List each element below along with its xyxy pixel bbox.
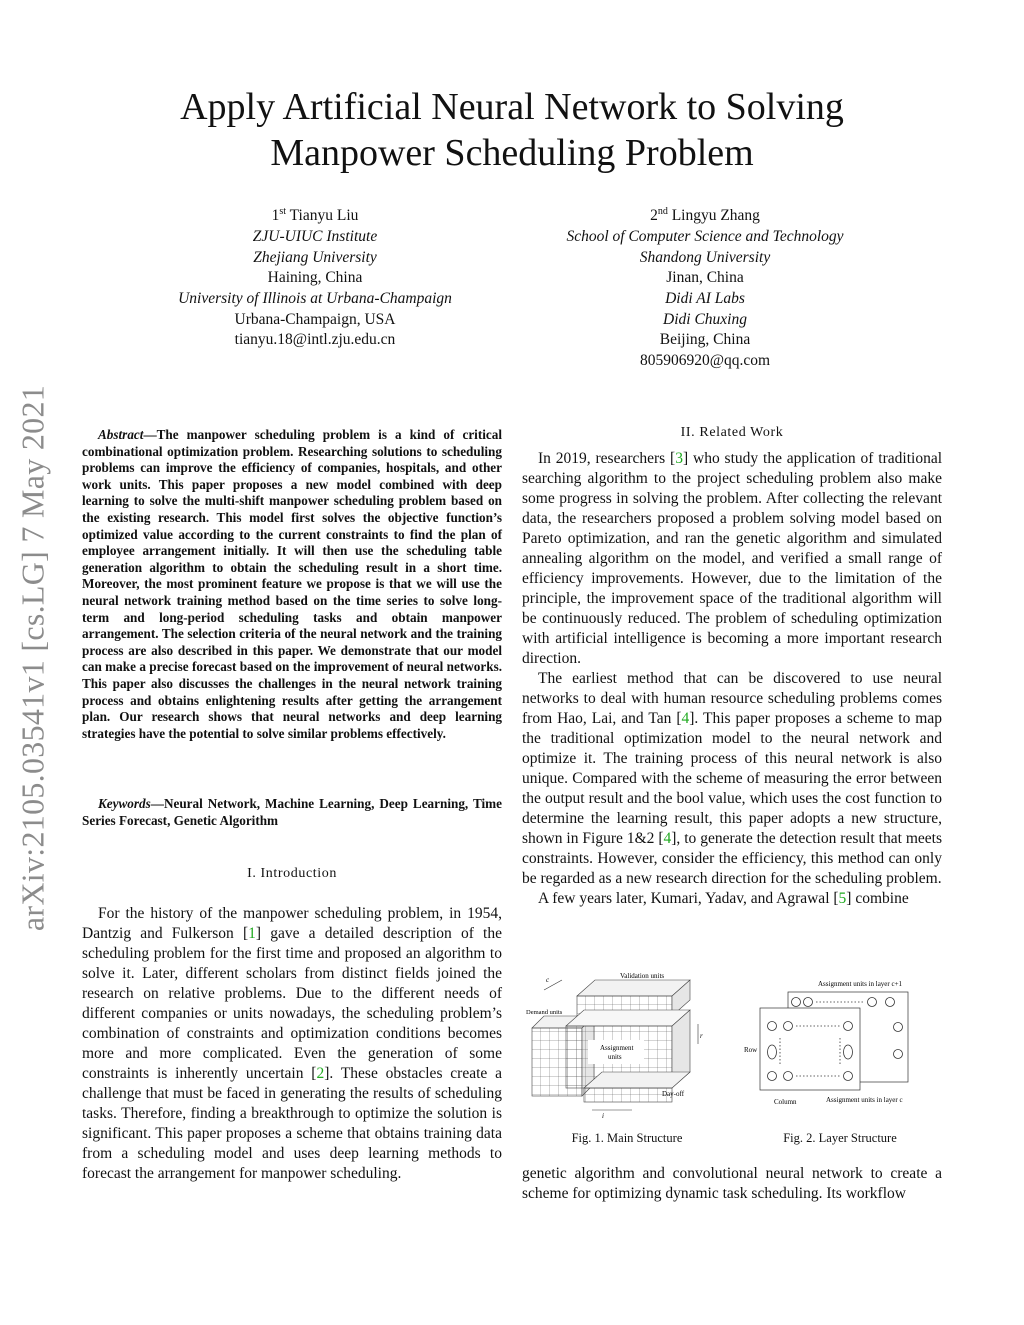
figure-1-main-structure <box>522 968 732 1120</box>
intro-paragraph: For the history of the manpower scheduling problem, in 1954, Dantzig and Fulkerson [1] gave a detailed description of the scheduling problem for the first time and proposed an algorithm to solve it. Later, different scholars from distinct fields joined the research on relative problems. Due to the different needs of different companies or units nowadays, the scheduling problem’s combination of constraints and optimization conditions becomes more and more complicated. Even the generation of some constraints is inherently uncertain [2]. These obstacles create a challenge that must be faced in generating the results of scheduling tasks. Therefore, finding a breakthrough to optimize the solution is significant. This paper proposes a scheme that obtains training data from a scheduling model and uses deep learning methods to forecast the arrangement for manpower scheduling. <box>82 905 502 1182</box>
citation-link[interactable]: 1 <box>248 925 256 942</box>
keywords <box>82 796 502 829</box>
section-2-continuation <box>522 1164 942 1204</box>
label-validation-units: Validation units <box>620 972 665 980</box>
label-assignment-units: units <box>608 1053 622 1061</box>
label-day-off: Day-off <box>662 1090 685 1098</box>
figure-2-caption: Fig. 2. Layer Structure <box>783 1131 897 1145</box>
figure-2-layer-structure <box>740 972 940 1114</box>
related-paragraph-1: In 2019, researchers [3] who study the application of traditional searching algorithm to the project scheduling problem also make some progress in solving the problem. After collecting the relevant data, the researchers proposed a problem solving model based on Pareto optimization, and ran the genetic algorithm and simulated annealing algorithm on the model, and verified a small range of efficiency improvements. However, due to the limitation of the principle, the improvement space of the traditional algorithm will be continuously reduced. The problem of scheduling optimization with artificial intelligence is becoming a more important research direction. <box>522 450 942 667</box>
label-layer-c: Assignment units in layer c <box>826 1096 903 1104</box>
author-2-org3: Didi Chuxing <box>663 310 747 328</box>
author-1-dept: ZJU-UIUC Institute <box>252 227 378 245</box>
keywords-text: —Neural Network, Machine Learning, Deep Learning, Time Series Forecast, Genetic Algorithm <box>82 796 502 828</box>
label-demand-units: Demand units <box>526 1009 563 1016</box>
arxiv-identifier: arXiv:2105.03541v1 [cs.LG] 7 May 2021 <box>14 384 51 932</box>
author-1-name: 1st Tianyu Liu <box>271 206 359 225</box>
section-1-body <box>82 904 502 1184</box>
citation-link[interactable]: 5 <box>838 890 847 907</box>
author-2-org2: Didi AI Labs <box>665 289 745 307</box>
figure-1-caption: Fig. 1. Main Structure <box>571 1131 683 1145</box>
keywords-label: Keywords <box>98 796 151 811</box>
abstract <box>82 427 502 742</box>
label-axis-r: r <box>700 1032 703 1040</box>
author-2-name: 2nd Lingyu Zhang <box>650 206 760 225</box>
author-block-1 <box>140 202 490 351</box>
paper-title <box>0 84 1024 176</box>
author-1-org2: University of Illinois at Urbana-Champaign <box>178 289 452 307</box>
abstract-text: —The manpower scheduling problem is a kind of critical combinational optimization problem. Researching solutions to scheduling problems can improve the efficiency of companies, hospitals, and other work units. This paper proposes a new model combined with deep learning to solve the multi-shift manpower scheduling problem based on the existing research. This model first solves the objective function’s optimized value according to the current constraints to find the plan of employee arrangement initially. It will then use the scheduling table generation algorithm to obtain the scheduling result in a short time. Moreover, the most prominent feature we propose is that we will use the neural network training method based on the time series to solve long-term and long-period scheduling tasks and obtain manpower arrangement. The selection criteria of the neural network and the training process are also described in this paper. We demonstrate that our model can make a precise forecast based on the improvement of neural networks. This paper also discusses the challenges in the neural network training process and obtains enlightening results after getting the arrangement plan. Our research shows that neural networks and deep learning strategies have the potential to solve similar problems effectively. <box>82 427 502 741</box>
label-layer-c-plus-1: Assignment units in layer c+1 <box>818 980 903 988</box>
citation-link[interactable]: 4 <box>663 830 672 847</box>
author-2-city2: Beijing, China <box>659 331 751 349</box>
citation-link[interactable]: 2 <box>316 1065 325 1082</box>
related-paragraph-2: The earliest method that can be discovered to use neural networks to deal with human resource scheduling problems comes from Hao, Lai, and Tan [4]. This paper proposes a scheme to map the traditional optimization model to the neural network and optimize it. The training process of this neural network is also unique. Compared with the scheme of measuring the error between the output result and the bool value, which uses the cost function to determine the learning result, this paper adopts a new structure, shown in Figure 1&2 [4], to generate the detection result that meets constraints. However, consider the efficiency, this method can only be regarded as a new research direction for the scheduling problem. <box>522 670 943 887</box>
label-column: Column <box>774 1098 797 1106</box>
author-1-org: Zhejiang University <box>253 248 377 266</box>
author-1-city: Haining, China <box>267 269 363 287</box>
author-block-2 <box>530 202 880 372</box>
title-line-2: Manpower Scheduling Problem <box>270 132 754 174</box>
arxiv-side-banner <box>2 358 64 958</box>
citation-link[interactable]: 3 <box>675 450 683 467</box>
author-2-dept: School of Computer Science and Technology <box>566 227 844 245</box>
author-2-email: 805906920@qq.com <box>639 352 771 370</box>
related-paragraph-4: genetic algorithm and convolutional neural network to create a scheme for optimizing dynamic task scheduling. Its workflow <box>522 1165 942 1202</box>
section-2-body <box>522 449 942 909</box>
label-row: Row <box>744 1046 758 1054</box>
title-line-1: Apply Artificial Neural Network to Solving <box>180 86 844 128</box>
label-assignment: Assignment <box>600 1044 634 1052</box>
label-axis-i: i <box>602 1112 604 1120</box>
section-2-heading: II. Related Work <box>680 425 784 440</box>
section-1-heading: I. Introduction <box>247 866 337 881</box>
layer-c-box <box>760 1008 860 1090</box>
related-paragraph-3: A few years later, Kumari, Yadav, and Agrawal [5] combine <box>538 890 909 907</box>
citation-link[interactable]: 4 <box>681 710 690 727</box>
author-1-city2: Urbana-Champaign, USA <box>234 310 396 328</box>
label-axis-c: c <box>546 976 550 984</box>
abstract-label: Abstract <box>98 427 144 442</box>
author-2-city: Jinan, China <box>666 269 744 287</box>
author-1-email: tianyu.18@intl.zju.edu.cn <box>234 331 396 349</box>
author-2-org: Shandong University <box>639 248 771 266</box>
